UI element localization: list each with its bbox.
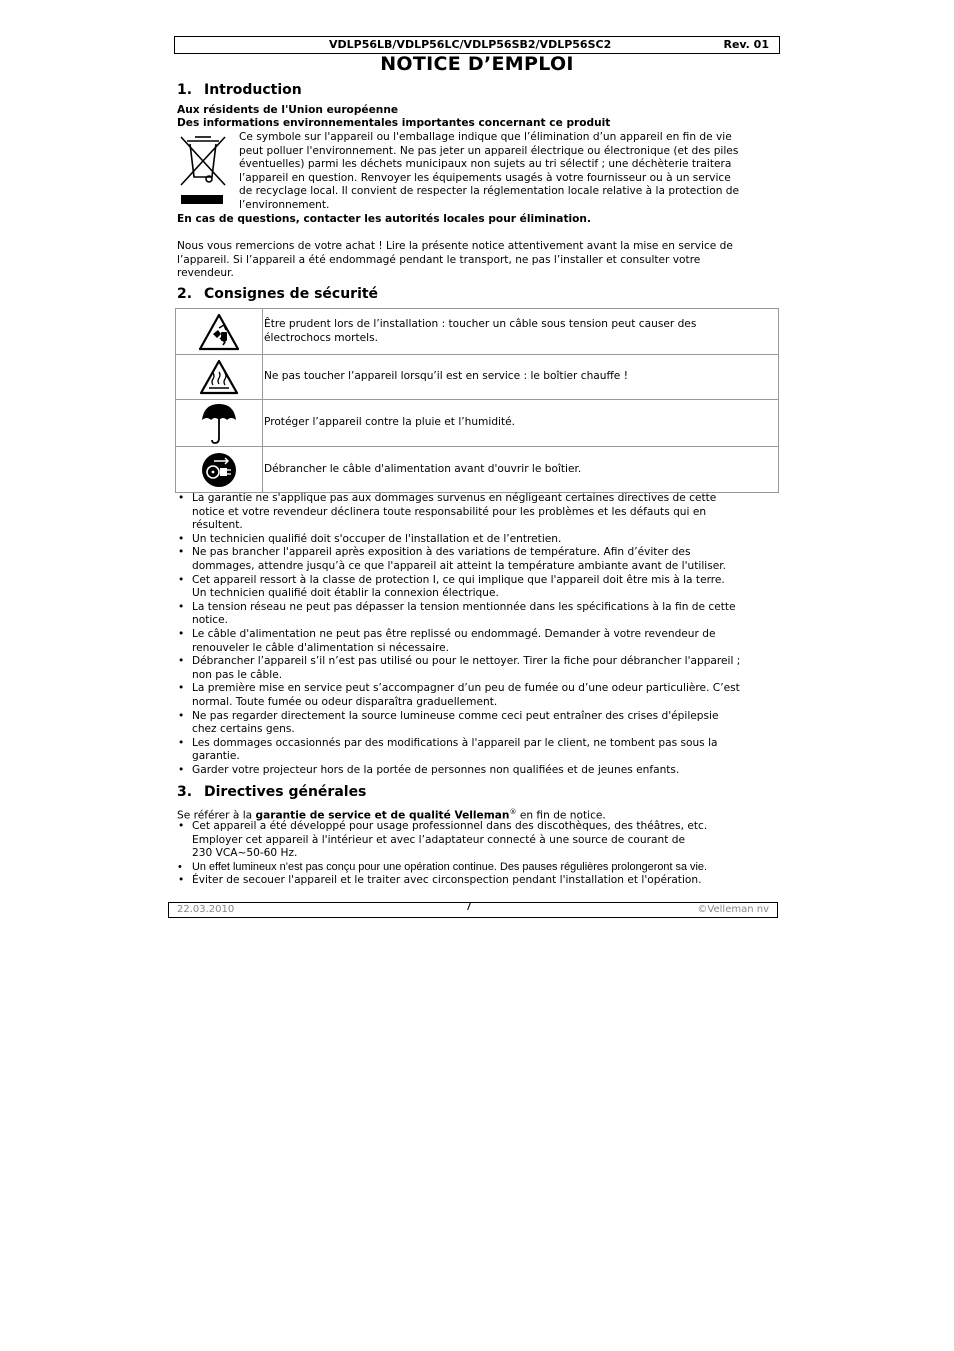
text-line: • La tension réseau ne peut pas dépasser la tension mentionnée dans les spécifications à la fin de cette [192, 600, 736, 613]
list-item [177, 546, 779, 573]
list-item [177, 682, 779, 709]
safety-row [176, 400, 779, 447]
ref-prefix: Se référer à la [177, 809, 256, 822]
safety-icon-cell [176, 400, 263, 447]
text-line: Protéger l’appareil contre la pluie et l’humidité. [264, 416, 516, 429]
text-line: • Éviter de secouer l'appareil et le traiter avec circonspection pendant l'installation et l'opération. [192, 874, 702, 887]
text-line: non pas le câble. [192, 668, 283, 681]
text-line: Ce symbole sur l'appareil ou l'emballage indique que l’élimination d’un appareil en fin de vie [239, 131, 732, 143]
text-line: garantie. [192, 750, 240, 763]
text-line: • La première mise en service peut s’accompagner d’un peu de fumée ou d’une odeur particulière. C’est [192, 682, 740, 695]
text-line: normal. Toute fumée ou odeur disparaîtra graduellement. [192, 695, 498, 708]
text-line: résultent. [192, 519, 243, 532]
text-line: • Un technicien qualifié doit s'occuper de l'installation et de l’entretien. [192, 532, 562, 545]
hot-surface-warning-icon [198, 358, 240, 396]
list-item [177, 655, 779, 682]
safety-row [176, 355, 779, 400]
list-item [177, 628, 779, 655]
list-item [177, 737, 779, 764]
text-line: de recyclage local. Il convient de respecter la réglementation locale relative à la protection de [239, 185, 740, 198]
text-line: 230 VCA~50-60 Hz. [192, 847, 298, 860]
safety-text-cell [263, 355, 779, 400]
thanks-paragraph [177, 240, 733, 281]
text-line: l’appareil en question. Renvoyer les équipements usagés à votre fournisseur ou à un service [239, 171, 731, 184]
footer-date: 22.03.2010 [177, 904, 235, 915]
list-item [177, 492, 779, 533]
warranty-name: garantie de service et de qualité Velleman [255, 809, 510, 822]
text-line: • Le câble d'alimentation ne peut pas être replissé ou endommagé. Demander à votre revendeur de [192, 627, 716, 640]
section-title: Introduction [204, 82, 302, 98]
section-1-heading [177, 82, 302, 98]
text-line: éventuelles) parmi les déchets municipaux non sujets au tri sélectif ; une déchèterie traitera [239, 158, 732, 171]
safety-table [175, 308, 779, 493]
weee-text [239, 131, 739, 213]
safety-text-cell [263, 309, 779, 355]
safety-bullet-list [177, 492, 779, 777]
section-title: Consignes de sécurité [204, 286, 379, 302]
page-number: 7 [465, 900, 472, 913]
text-line: l’appareil. Si l’appareil a été endommagé pendant le transport, ne pas l’installer et consulter votre [177, 253, 701, 266]
text-line: Débrancher le câble d'alimentation avant d'ouvrir le boîtier. [264, 462, 582, 475]
text-line: • Un effet lumineux n’est pas conçu pour une opération continue. Des pauses régulières prolongeront sa vie. [192, 860, 708, 873]
text-line: l’environnement. [239, 198, 330, 211]
list-item [177, 874, 779, 888]
text-line: notice. [192, 614, 229, 627]
list-item [177, 764, 779, 778]
safety-icon-cell [176, 447, 263, 493]
text-line: • Ne pas regarder directement la source lumineuse comme ceci peut entraîner des crises d'épilepsie [192, 709, 719, 722]
text-line: chez certains gens. [192, 723, 295, 736]
registered-mark: ® [509, 808, 517, 816]
text-line: renouveler le câble d'alimentation si nécessaire. [192, 641, 449, 654]
text-line: • Cet appareil a été développé pour usage professionnel dans des discothèques, des théâtres, etc. [192, 820, 708, 832]
electric-shock-warning-icon [197, 312, 241, 352]
list-item [177, 574, 779, 601]
text-line: • Cet appareil ressort à la classe de protection I, ce qui implique que l'appareil doit être mis à la terre. [192, 573, 725, 586]
unplug-icon [200, 451, 238, 489]
safety-text-cell [263, 400, 779, 447]
footer-copyright: ©Velleman nv [697, 904, 769, 915]
list-item [177, 820, 779, 861]
page-header [174, 36, 780, 54]
text-line: • Débrancher l’appareil s’il n’est pas utilisé ou pour le nettoyer. Tirer la fiche pour débrancher l'appareil ; [192, 655, 741, 668]
section-3-heading [177, 784, 366, 800]
general-bullet-list [177, 820, 779, 888]
list-item [177, 601, 779, 628]
text-line: Être prudent lors de l’installation : toucher un câble sous tension peut causer des [264, 317, 697, 330]
text-line: Ne pas toucher l’appareil lorsqu’il est en service : le boîtier chauffe ! [264, 370, 628, 383]
questions-line: En cas de questions, contacter les autorités locales pour élimination. [177, 213, 591, 225]
safety-text-cell [263, 447, 779, 493]
text-line: • Les dommages occasionnés par des modifications à l'appareil par le client, ne tombent pas sous la [192, 736, 718, 749]
revision: Rev. 01 [723, 38, 769, 51]
section-number: 3. [177, 784, 193, 800]
list-item [177, 533, 779, 547]
text-line: peut polluer l'environnement. Ne pas jeter un appareil électrique ou électronique (et des piles [239, 144, 739, 157]
text-line: • La garantie ne s'applique pas aux dommages survenus en négligeant certaines directives de cette [192, 492, 717, 504]
safety-row [176, 309, 779, 355]
umbrella-icon [199, 401, 239, 445]
list-item [177, 710, 779, 737]
model-numbers: VDLP56LB/VDLP56LC/VDLP56SB2/VDLP56SC2 [329, 38, 612, 51]
safety-row [176, 447, 779, 493]
text-line: revendeur. [177, 267, 234, 280]
safety-icon-cell [176, 355, 263, 400]
text-line: notice et votre revendeur déclinera toute responsabilité pour les problèmes et les défauts qui en [192, 505, 707, 518]
text-line: • Ne pas brancher l'appareil après exposition à des variations de température. Afin d’éviter des [192, 546, 691, 559]
text-line: électrochocs mortels. [264, 331, 378, 344]
env-info-line: Des informations environnementales importantes concernant ce produit [177, 117, 611, 129]
page-footer [168, 902, 778, 918]
ref-suffix: en fin de notice. [516, 809, 606, 822]
section-number: 2. [177, 286, 193, 302]
list-item [177, 861, 779, 875]
section-title: Directives générales [204, 784, 367, 800]
page-title: NOTICE D’EMPLOI [380, 53, 574, 75]
text-line: • Garder votre projecteur hors de la portée de personnes non qualifiées et de jeunes enfants. [192, 763, 680, 776]
safety-icon-cell [176, 309, 263, 355]
section-number: 1. [177, 82, 193, 98]
text-line: Employer cet appareil à l'intérieur et avec l’adaptateur connecté à une source de courant de [192, 833, 685, 846]
text-line: Nous vous remercions de votre achat ! Lire la présente notice attentivement avant la mise en service de [177, 240, 733, 252]
weee-crossed-bin-icon [177, 131, 229, 207]
text-line: dommages, attendre jusqu’à ce que l'appareil ait atteint la température ambiante avant de l'utiliser. [192, 559, 727, 572]
section-2-heading [177, 286, 378, 302]
eu-residents-line: Aux résidents de l'Union européenne [177, 104, 399, 116]
text-line: Un technicien qualifié doit établir la connexion électrique. [192, 587, 499, 600]
